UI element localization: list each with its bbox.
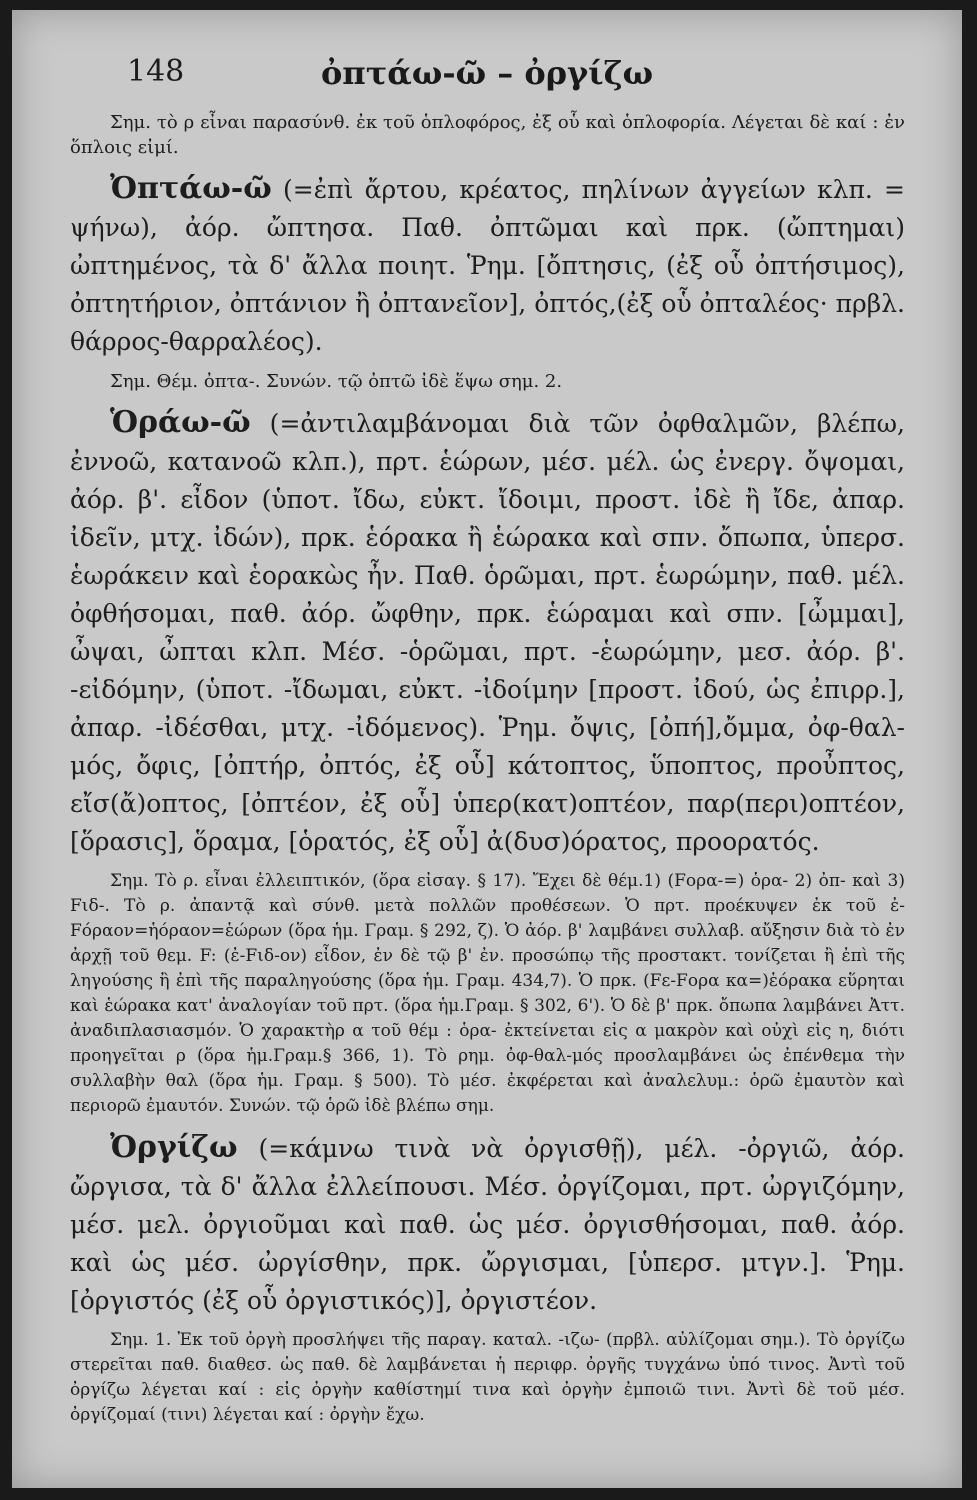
entry-text: (=ἀντιλαμβάνομαι διὰ τῶν ὀφθαλμῶν, βλέπω, ἐννοῶ, κατανοῶ κλπ.), πρτ. ἑώρων, μέσ. μέλ. ὡς ἐνεργ. ὄψομαι, ἀόρ. β'. εἶδον (ὑποτ. ἴδω, εὐκτ. ἴδοιμι, προστ. ἰδὲ ἢ ἴδε, ἀπαρ. ἰδεῖν, μτχ. ἰδών), πρκ. ἑόρακα ἢ ἑώρακα καὶ σπν. ὄπωπα, ὑπερσ. ἑωράκειν καὶ ἑορακὼς ἦν. Παθ. ὁρῶμαι, πρτ. ἑωρώμην, παθ. μέλ. ὀφθήσομαι, παθ. ἀόρ. ὤφθην, πρκ. ἑώραμαι καὶ σπν. [ὦμμαι], ὦψαι, ὦπται κλπ. Μέσ. -ὁρῶμαι, πρτ. -ἑωρώμην, μεσ. ἀόρ. β'. -εἰδόμην, (ὑποτ. -ἴδωμαι, εὐκτ. -ἰδοίμην [προστ. ἰδού, ὡς ἐπιρρ.], ἀπαρ. -ἰδέσθαι, μτχ. -ἰδόμενος). Ῥημ. ὄψις, [ὀπή],ὄμμα, ὀφ-θαλ-μός, ὄφις, [ὀπτήρ, ὀπτός, ἐξ οὗ] κάτοπτος, ὕποπτος, προὖπτος, εἴσ(ἄ)οπτος, [ὀπτέον, ἐξ οὗ] ὑπερ(κατ)οπτέον, παρ(περι)οπτέον, [ὅρασις], ὅραμα, [ὁρατός, ἐξ οὗ] ἀ(δυσ)όρατος, προορατός. xyxy=(70,409,905,856)
note-text: Σημ. τὸ ρ εἶναι παρασύνθ. ἐκ τοῦ ὁπλοφόρος, ἐξ οὗ καὶ ὁπλοφορία. Λέγεται δὲ καί : ἐν ὅπλοις εἰμί. xyxy=(70,112,905,158)
entry-headword: Ὀργίζω xyxy=(110,1130,238,1165)
note-block xyxy=(70,869,905,1119)
entry-text: (=ἐπὶ ἄρτου, κρέατος, πηλίνων ἀγγείων κλπ. = ψήνω), ἀόρ. ὤπτησα. Παθ. ὀπτῶμαι καὶ πρκ. (ὤπτημαι) ὠπτημένος, τὰ δ' ἄλλα ποιητ. Ῥημ. [ὄπτησις, (ἐξ οὗ ὀπτήσιμος), ὀπτητήριον, ὀπτάνιον ἢ ὀπτανεῖον], ὀπτός,(ἐξ οὗ ὀπταλέος· πρβλ. θάρρος-θαρραλέος). xyxy=(70,175,905,356)
dictionary-entry xyxy=(70,404,905,861)
note-block xyxy=(70,1328,905,1428)
page-body xyxy=(70,110,905,1438)
running-title: ὀπτάω-ῶ – ὀργίζω xyxy=(320,54,654,92)
entry-headword: Ὁράω-ῶ xyxy=(110,405,251,440)
book-page xyxy=(12,10,962,1488)
dictionary-entry xyxy=(70,170,905,361)
note-block xyxy=(70,110,905,160)
entry-headword: Ὀπτάω-ῶ xyxy=(110,171,272,206)
note-text: Σημ. 1. Ἐκ τοῦ ὀργὴ προσλήψει τῆς παραγ. καταλ. -ιζω- (πρβλ. αὐλίζομαι σημ.). Τὸ ὀργίζω στερεῖται παθ. διαθεσ. ὡς παθ. δὲ λαμβάνεται ἡ περιφρ. ὀργῆς τυγχάνω ὑπό τινος. Ἀντὶ τοῦ ὀργίζω λέγεται καί : εἰς ὀργὴν καθίστημί τινα καὶ ὀργὴν ἐμποιῶ τινι. Ἀντὶ δὲ τοῦ μέσ. ὀργίζομαί (τινι) λέγεται καί : ὀργὴν ἔχω. xyxy=(70,1330,905,1425)
note-block xyxy=(70,369,905,394)
entry-text: (=κάμνω τινὰ νὰ ὀργισθῇ), μέλ. -ὀργιῶ, ἀόρ. ὤργισα, τὰ δ' ἄλλα ἐλλείπουσι. Μέσ. ὀργίζομαι, πρτ. ὠργιζόμην, μέσ. μελ. ὀργιοῦμαι καὶ παθ. ὡς μέσ. ὀργισθήσομαι, παθ. ἀόρ. καὶ ὡς μέσ. ὠργίσθην, πρκ. ὤργισμαι, [ὑπερσ. μτγν.]. Ῥημ. [ὀργιστός (ἐξ οὗ ὀργιστικός)], ὀργιστέον. xyxy=(70,1134,905,1315)
page-number: 148 xyxy=(127,54,185,89)
page-header xyxy=(12,50,962,100)
note-text: Σημ. Θέμ. ὀπτα-. Συνών. τῷ ὀπτῶ ἰδὲ ἕψω σημ. 2. xyxy=(110,371,563,392)
dictionary-entry xyxy=(70,1129,905,1320)
note-text: Σημ. Τὸ ρ. εἶναι ἐλλειπτικόν, (ὅρα εἰσαγ. § 17). Ἔχει δὲ θέμ.1) (Fορα-=) ὁρα- 2) ὀπ- καὶ 3) Fιδ-. Τὸ ρ. ἀπαντᾷ καὶ σύνθ. μετὰ πολλῶν προθέσεων. Ὁ πρτ. προέκυψεν ἐκ τοῦ ἐ-Fόραον=ἡόραον=ἑώρων (ὅρα ἡμ. Γραμ. § 292, ζ). Ὁ ἀόρ. β' λαμβάνει συλλαβ. αὔξησιν διὰ τὸ ἐν ἀρχῇ τοῦ θεμ. F: (ἐ-Fιδ-ον) εἶδον, ἐν δὲ τῷ β' ἐν. προσώπῳ τῆς προστακτ. τονίζεται ἢ ἐπὶ τῆς ληγούσης ἢ ἐπὶ τῆς παραληγούσης (ὅρα ἡμ. Γραμ. 434,7). Ὁ πρκ. (Fε-Fορα κα=)ἑόρακα εὕρηται καὶ ἑώρακα κατ' ἀναλογίαν τοῦ πρτ. (ὅρα ἡμ.Γραμ. § 302, 6'). Ὁ δὲ β' πρκ. ὄπωπα λαμβάνει Ἀττ. ἀναδιπλασιασμόν. Ὁ χαρακτὴρ α τοῦ θέμ : ὁρα- ἐκτείνεται εἰς α μακρὸν καὶ οὐχὶ εἰς η, διότι προηγεῖται ρ (ὅρα ἡμ.Γραμ.§ 366, 1). Τὸ ρημ. ὀφ-θαλ-μός προσλαμβάνει ὡς ἐπένθεμα τὴν συλλαβὴν θαλ (ὅρα ἡμ. Γραμ. § 500). Τὸ μέσ. ἐκφέρεται καὶ ἀναλελυμ.: ὁρῶ ἐμαυτὸν καὶ περιορῶ ἐμαυτόν. Συνών. τῷ ὁρῶ ἰδὲ βλέπω σημ. xyxy=(70,871,905,1116)
